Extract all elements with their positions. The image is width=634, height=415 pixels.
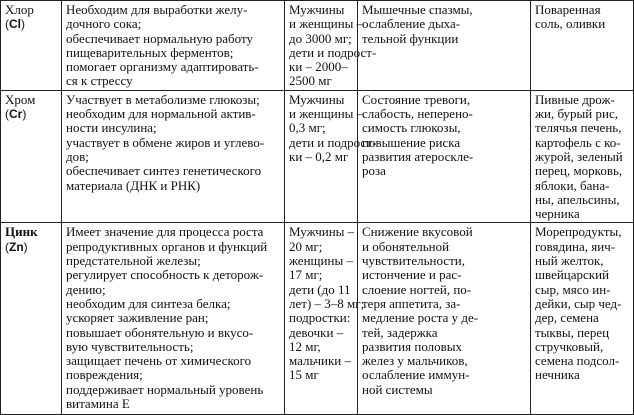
- cell-text-line: истончение и рас-: [362, 267, 462, 283]
- cell-text-line: мальчики –: [289, 353, 351, 369]
- cell-text-line: пищеварительных ферментов;: [66, 44, 234, 60]
- table-row: [1, 1, 634, 91]
- table-row: [1, 223, 634, 415]
- cell-text-line: Морепродукты,: [535, 224, 622, 240]
- cell-text-line: дети (до 11: [289, 281, 351, 297]
- cell-text-line: журой, зеленый: [535, 148, 623, 164]
- symbol-prefix: (: [5, 239, 9, 254]
- cell-text-line: жи, бурый рис,: [535, 106, 618, 122]
- element-cell: [1, 223, 62, 415]
- cell-text-line: 15 мг: [289, 367, 319, 383]
- cell-text-line: подростки:: [289, 310, 351, 326]
- cell-text-line: необходим для нормальной актив-: [66, 106, 256, 122]
- cell-text-line: перец, морковь,: [535, 163, 623, 179]
- cell-text-line: повышает обонятельную и вкусо-: [66, 324, 254, 340]
- element-symbol: [5, 240, 58, 254]
- deficiency-cell: [358, 1, 531, 91]
- cell-text-line: тыквы, перец: [535, 324, 610, 340]
- cell-text-line: Мужчины: [289, 2, 345, 17]
- cell-text-line: защищает печень от химического: [66, 353, 252, 369]
- cell-text-line: повышение риска: [362, 134, 461, 150]
- cell-text-line: ки – 2000–: [289, 59, 348, 75]
- cell-text-line: девочки –: [289, 324, 344, 340]
- cell-text-line: 2500 мг: [289, 73, 332, 89]
- cell-text-line: дочного сока;: [66, 16, 142, 32]
- cell-text-line: ослабление иммун-: [362, 367, 470, 383]
- cell-text-line: Участвует в метаболизме глюкозы;: [66, 91, 260, 107]
- cell-text-line: и обонятельной: [362, 238, 450, 254]
- deficiency-cell: [358, 90, 531, 223]
- cell-text-line: дению;: [66, 281, 106, 297]
- cell-text-line: ослабление дыха-: [362, 16, 461, 32]
- symbol-text: Zn: [9, 239, 24, 254]
- dosage-cell: [285, 1, 377, 91]
- element-name: Хлор: [5, 2, 34, 17]
- table-body: [1, 1, 634, 415]
- sources-cell: [531, 1, 634, 91]
- cell-text-line: слабость, неперено-: [362, 106, 473, 122]
- cell-text-line: Необходим для выработки желу-: [66, 2, 248, 17]
- cell-text-line: Состояние тревоги,: [362, 91, 471, 107]
- symbol-suffix: ): [21, 17, 25, 32]
- functions-cell: [62, 223, 285, 415]
- cell-text-line: и женщины –: [289, 106, 364, 122]
- cell-text-line: черника: [535, 206, 580, 222]
- symbol-text: Cl: [9, 17, 21, 32]
- cell-text-line: семена подсол-: [535, 353, 620, 369]
- cell-text-line: развития половых: [362, 338, 463, 354]
- cell-text-line: слоение ногтей, по-: [362, 281, 472, 297]
- cell-text-line: обеспечивает синтез генетического: [66, 163, 262, 179]
- symbol-text: Cr: [9, 107, 23, 122]
- cell-text-line: яблоки, бана-: [535, 177, 610, 193]
- cell-text-line: материала (ДНК и РНК): [66, 177, 201, 193]
- cell-text-line: обеспечивает нормальную работу: [66, 30, 253, 46]
- cell-text-line: ки – 0,2 мг: [289, 148, 349, 164]
- cell-text-line: Мышечные спазмы,: [362, 2, 473, 17]
- cell-text-line: Мужчины –: [289, 224, 355, 240]
- cell-text-line: развития атероскле-: [362, 148, 474, 164]
- element-name: Цинк: [5, 224, 38, 240]
- cell-text-line: ускоряет заживление ран;: [66, 310, 209, 326]
- element-name: Хром: [5, 91, 36, 107]
- cell-text-line: дети и подрост-: [289, 44, 377, 60]
- cell-text-line: дети и подрост-: [289, 134, 377, 150]
- cell-text-line: регулирует способность к деторож-: [66, 267, 264, 283]
- cell-text-line: ной системы: [362, 381, 433, 397]
- cell-text-line: ны, апельсины,: [535, 191, 620, 207]
- cell-text-line: Поваренная: [535, 2, 601, 17]
- cell-text-line: дейки, сыр чед-: [535, 295, 622, 311]
- cell-text-line: и женщины –: [289, 16, 364, 32]
- cell-text-line: сыр, мясо ин-: [535, 281, 611, 297]
- cell-text-line: роза: [362, 163, 386, 179]
- symbol-prefix: (: [5, 17, 9, 32]
- cell-text-line: симость глюкозы,: [362, 120, 461, 136]
- cell-text-line: Мужчины: [289, 91, 345, 107]
- cell-text-line: соль, оливки: [535, 16, 606, 32]
- cell-text-line: медление роста у де-: [362, 310, 479, 326]
- cell-text-line: Снижение вкусовой: [362, 224, 473, 240]
- symbol-suffix: ): [22, 107, 27, 122]
- cell-text-line: предстательной железы;: [66, 253, 201, 269]
- cell-text-line: репродуктивных органов и функций: [66, 238, 268, 254]
- cell-text-line: телячья печень,: [535, 120, 622, 136]
- sources-cell: [531, 90, 634, 223]
- cell-text-line: женщины –: [289, 253, 353, 269]
- cell-text-line: картофель с ко-: [535, 134, 621, 150]
- cell-text-line: ности инсулина;: [66, 120, 157, 136]
- table-row: [1, 90, 634, 223]
- sources-cell: [531, 223, 634, 415]
- cell-text-line: чувствительности,: [362, 253, 465, 269]
- element-cell: [1, 1, 62, 91]
- cell-text-line: до 3000 мг;: [289, 30, 352, 46]
- cell-text-line: лет) – 3–8 мг;: [289, 295, 365, 311]
- symbol-suffix: ): [23, 239, 28, 254]
- cell-text-line: витамина Е: [66, 396, 130, 412]
- cell-text-line: вую чувствительность;: [66, 338, 194, 354]
- cell-text-line: помогает организму адаптировать-: [66, 59, 259, 75]
- cell-text-line: тельной функции: [362, 30, 459, 46]
- cell-text-line: ся к стрессу: [66, 73, 133, 89]
- cell-text-line: необходим для синтеза белка;: [66, 295, 231, 311]
- cell-text-line: теря аппетита, за-: [362, 295, 461, 311]
- cell-text-line: 20 мг;: [289, 238, 323, 254]
- cell-text-line: участвует в обмене жиров и углево-: [66, 134, 265, 150]
- element-cell: [1, 90, 62, 223]
- cell-text-line: тей, задержка: [362, 324, 438, 340]
- cell-text-line: Имеет значение для процесса роста: [66, 224, 264, 240]
- dosage-cell: [285, 223, 365, 415]
- cell-text-line: ный желток,: [535, 253, 604, 269]
- cell-text-line: дов;: [66, 148, 89, 164]
- cell-text-line: нечника: [535, 367, 580, 383]
- element-symbol: [5, 17, 58, 31]
- cell-text-line: говядина, яич-: [535, 238, 616, 254]
- cell-text-line: 0,3 мг;: [289, 120, 326, 136]
- cell-text-line: Пивные дрож-: [535, 91, 615, 107]
- cell-text-line: 17 мг;: [289, 267, 323, 283]
- cell-text-line: поддерживает нормальный уровень: [66, 381, 264, 397]
- cell-text-line: желез у мальчиков,: [362, 353, 468, 369]
- symbol-prefix: (: [5, 107, 9, 122]
- cell-text-line: стручковый,: [535, 338, 604, 354]
- cell-text-line: 12 мг,: [289, 338, 321, 354]
- cell-text-line: швейцарский: [535, 267, 610, 283]
- cell-text-line: дер, семена: [535, 310, 599, 326]
- cell-text-line: повреждения;: [66, 367, 143, 383]
- functions-cell: [62, 1, 285, 91]
- element-symbol: [5, 107, 58, 121]
- functions-cell: [62, 90, 285, 223]
- deficiency-cell: [358, 223, 531, 415]
